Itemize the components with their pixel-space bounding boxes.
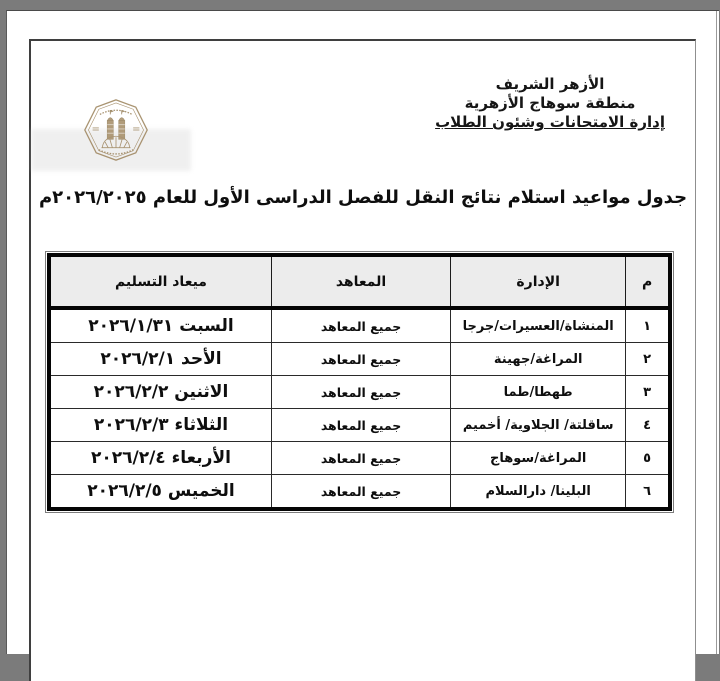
row-number: ٤ [626, 409, 670, 442]
document-inner-frame [29, 39, 696, 681]
row-institutes: جميع المعاهد [271, 376, 450, 409]
row-administration: طهطا/طما [451, 376, 626, 409]
row-number: ٦ [626, 475, 670, 510]
table-row [49, 442, 670, 475]
header-cell-delivery-date: ميعاد التسليم [49, 255, 271, 308]
row-delivery-date: السبت ٢٠٢٦/١/٣١ [49, 308, 271, 343]
header-cell-administration: الإدارة [451, 255, 626, 308]
row-delivery-date: الأحد ٢٠٢٦/٢/١ [49, 343, 271, 376]
row-delivery-date: الثلاثاء ٢٠٢٦/٢/٣ [49, 409, 271, 442]
row-institutes: جميع المعاهد [271, 308, 450, 343]
table-row [49, 409, 670, 442]
header-cell-number: م [626, 255, 670, 308]
table-row [49, 308, 670, 343]
row-administration: المنشاة/العسيرات/جرجا [451, 308, 626, 343]
row-institutes: جميع المعاهد [271, 343, 450, 376]
row-institutes: جميع المعاهد [271, 442, 450, 475]
table-header-row [49, 255, 670, 308]
row-administration: البلينا/ دارالسلام [451, 475, 626, 510]
table-row [49, 475, 670, 510]
letterhead-line-region: منطقة سوهاج الأزهرية [464, 94, 636, 112]
row-delivery-date: الخميس ٢٠٢٦/٢/٥ [49, 475, 271, 510]
al-azhar-logo-icon [77, 97, 155, 163]
row-number: ٣ [626, 376, 670, 409]
letterhead-line-organization: الأزهر الشريف [495, 75, 605, 93]
row-administration: المراغة/جهينة [451, 343, 626, 376]
row-administration: المراغة/سوهاج [451, 442, 626, 475]
row-delivery-date: الاثنين ٢٠٢٦/٢/٢ [49, 376, 271, 409]
table-row [49, 343, 670, 376]
document-page [6, 10, 719, 654]
page-edge-line [716, 11, 717, 654]
row-number: ٢ [626, 343, 670, 376]
schedule-table-container [47, 253, 672, 511]
letterhead-line-department: إدارة الامتحانات وشئون الطلاب [435, 113, 665, 131]
schedule-table [47, 253, 672, 511]
document-title: جدول مواعيد استلام نتائج النقل للفصل الدراسى الأول للعام ٢٠٢٦/٢٠٢٥م [38, 187, 688, 208]
row-number: ٥ [626, 442, 670, 475]
row-institutes: جميع المعاهد [271, 475, 450, 510]
row-institutes: جميع المعاهد [271, 409, 450, 442]
header-cell-institutes: المعاهد [271, 255, 450, 308]
table-row [49, 376, 670, 409]
row-number: ١ [626, 308, 670, 343]
row-delivery-date: الأربعاء ٢٠٢٦/٢/٤ [49, 442, 271, 475]
row-administration: ساقلتة/ الجلاوية/ أخميم [451, 409, 626, 442]
letterhead [435, 75, 665, 132]
